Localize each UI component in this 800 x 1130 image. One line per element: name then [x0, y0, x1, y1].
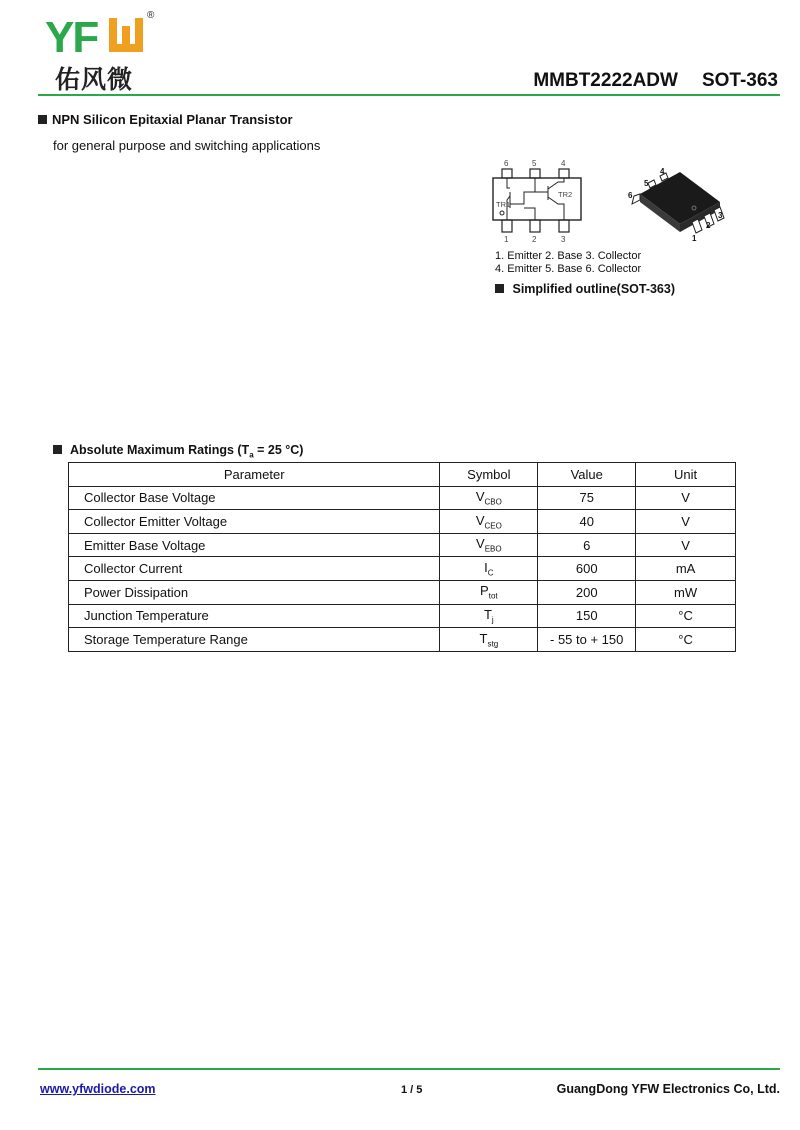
pinout-schematic	[488, 156, 590, 246]
unit-cell: °C	[636, 604, 736, 628]
package-pin-label-3: 6	[628, 191, 633, 200]
pin-assignment-line-1: 1. Emitter 2. Base 3. Collector	[495, 250, 642, 262]
pin-label-top-1: 6	[504, 159, 509, 168]
svg-text:YF: YF	[45, 13, 98, 60]
table-row	[69, 604, 736, 628]
unit-cell: V	[636, 533, 736, 557]
pin-label-top-3: 4	[561, 159, 566, 168]
pin-assignment-line-2: 4. Emitter 5. Base 6. Collector	[495, 263, 642, 275]
symbol-cell: $V_{CEO}$	[440, 510, 538, 534]
column-header-value: Value	[538, 463, 636, 487]
transistor-label-1: TR1	[496, 200, 511, 209]
part-number: MMBT2222ADW	[533, 70, 678, 91]
bullet-square-icon	[53, 445, 62, 454]
table-header-row	[69, 463, 736, 487]
bullet-square-icon	[38, 115, 47, 124]
table-row	[69, 580, 736, 604]
value-cell: - 55 to + 150	[538, 628, 636, 652]
symbol-cell: $V_{CBO}$	[440, 486, 538, 510]
package-pin-label-6: 3	[718, 211, 723, 220]
column-header-parameter: Parameter	[69, 463, 440, 487]
document-title	[533, 70, 778, 92]
package-pin-label-5: 2	[706, 221, 711, 230]
pin-label-bottom-3: 3	[561, 235, 566, 244]
table-row	[69, 510, 736, 534]
pin-label-top-2: 5	[532, 159, 537, 168]
product-heading: NPN Silicon Epitaxial Planar Transistor	[38, 112, 293, 127]
header-rule	[38, 94, 780, 96]
value-cell: 600	[538, 557, 636, 581]
page-number: 1 / 5	[401, 1084, 423, 1096]
package-pin-label-4: 1	[692, 234, 697, 242]
value-cell: 40	[538, 510, 636, 534]
unit-cell: °C	[636, 628, 736, 652]
parameter-cell: Collector Emitter Voltage	[69, 510, 440, 534]
symbol-cell: $P_{tot}$	[440, 580, 538, 604]
symbol-cell: $V_{EBO}$	[440, 533, 538, 557]
footer-rule	[38, 1068, 780, 1070]
pin-label-bottom-1: 1	[504, 235, 509, 244]
package-name: SOT-363	[701, 70, 778, 91]
column-header-symbol: Symbol	[440, 463, 538, 487]
value-cell: 75	[538, 486, 636, 510]
unit-cell: V	[636, 510, 736, 534]
package-pin-label-1: 4	[660, 167, 665, 176]
unit-cell: mW	[636, 580, 736, 604]
product-subtitle: for general purpose and switching applications	[53, 138, 321, 153]
table-row	[69, 557, 736, 581]
registered-mark: ®	[147, 10, 155, 21]
value-cell: 150	[538, 604, 636, 628]
package-pin-label-2: 5	[644, 179, 649, 188]
absolute-maximum-ratings-table	[68, 462, 736, 652]
parameter-cell: Junction Temperature	[69, 604, 440, 628]
parameter-cell: Collector Base Voltage	[69, 486, 440, 510]
column-header-unit: Unit	[636, 463, 736, 487]
bullet-square-icon	[495, 284, 504, 293]
logo-chinese-name: 佑风微	[55, 65, 134, 94]
ratings-heading: Absolute Maximum Ratings ($T_a = 25$ °C)	[53, 443, 303, 460]
symbol-cell: $I_C$	[440, 557, 538, 581]
table-row	[69, 533, 736, 557]
company-name: GuangDong YFW Electronics Co, Ltd.	[556, 1082, 780, 1096]
website-link[interactable]: www.yfwdiode.com	[40, 1082, 156, 1096]
table-row	[69, 486, 736, 510]
unit-cell: mA	[636, 557, 736, 581]
symbol-cell: $T_j$	[440, 604, 538, 628]
package-outline-image	[622, 150, 732, 242]
parameter-cell: Emitter Base Voltage	[69, 533, 440, 557]
table-row	[69, 628, 736, 652]
symbol-cell: $T_{stg}$	[440, 628, 538, 652]
parameter-cell: Power Dissipation	[69, 580, 440, 604]
parameter-cell: Storage Temperature Range	[69, 628, 440, 652]
logo	[45, 12, 155, 60]
value-cell: 200	[538, 580, 636, 604]
transistor-label-2: TR2	[558, 190, 573, 199]
unit-cell: V	[636, 486, 736, 510]
pin-label-bottom-2: 2	[532, 235, 537, 244]
outline-caption: Simplified outline(SOT-363)	[495, 282, 675, 296]
parameter-cell: Collector Current	[69, 557, 440, 581]
value-cell: 6	[538, 533, 636, 557]
